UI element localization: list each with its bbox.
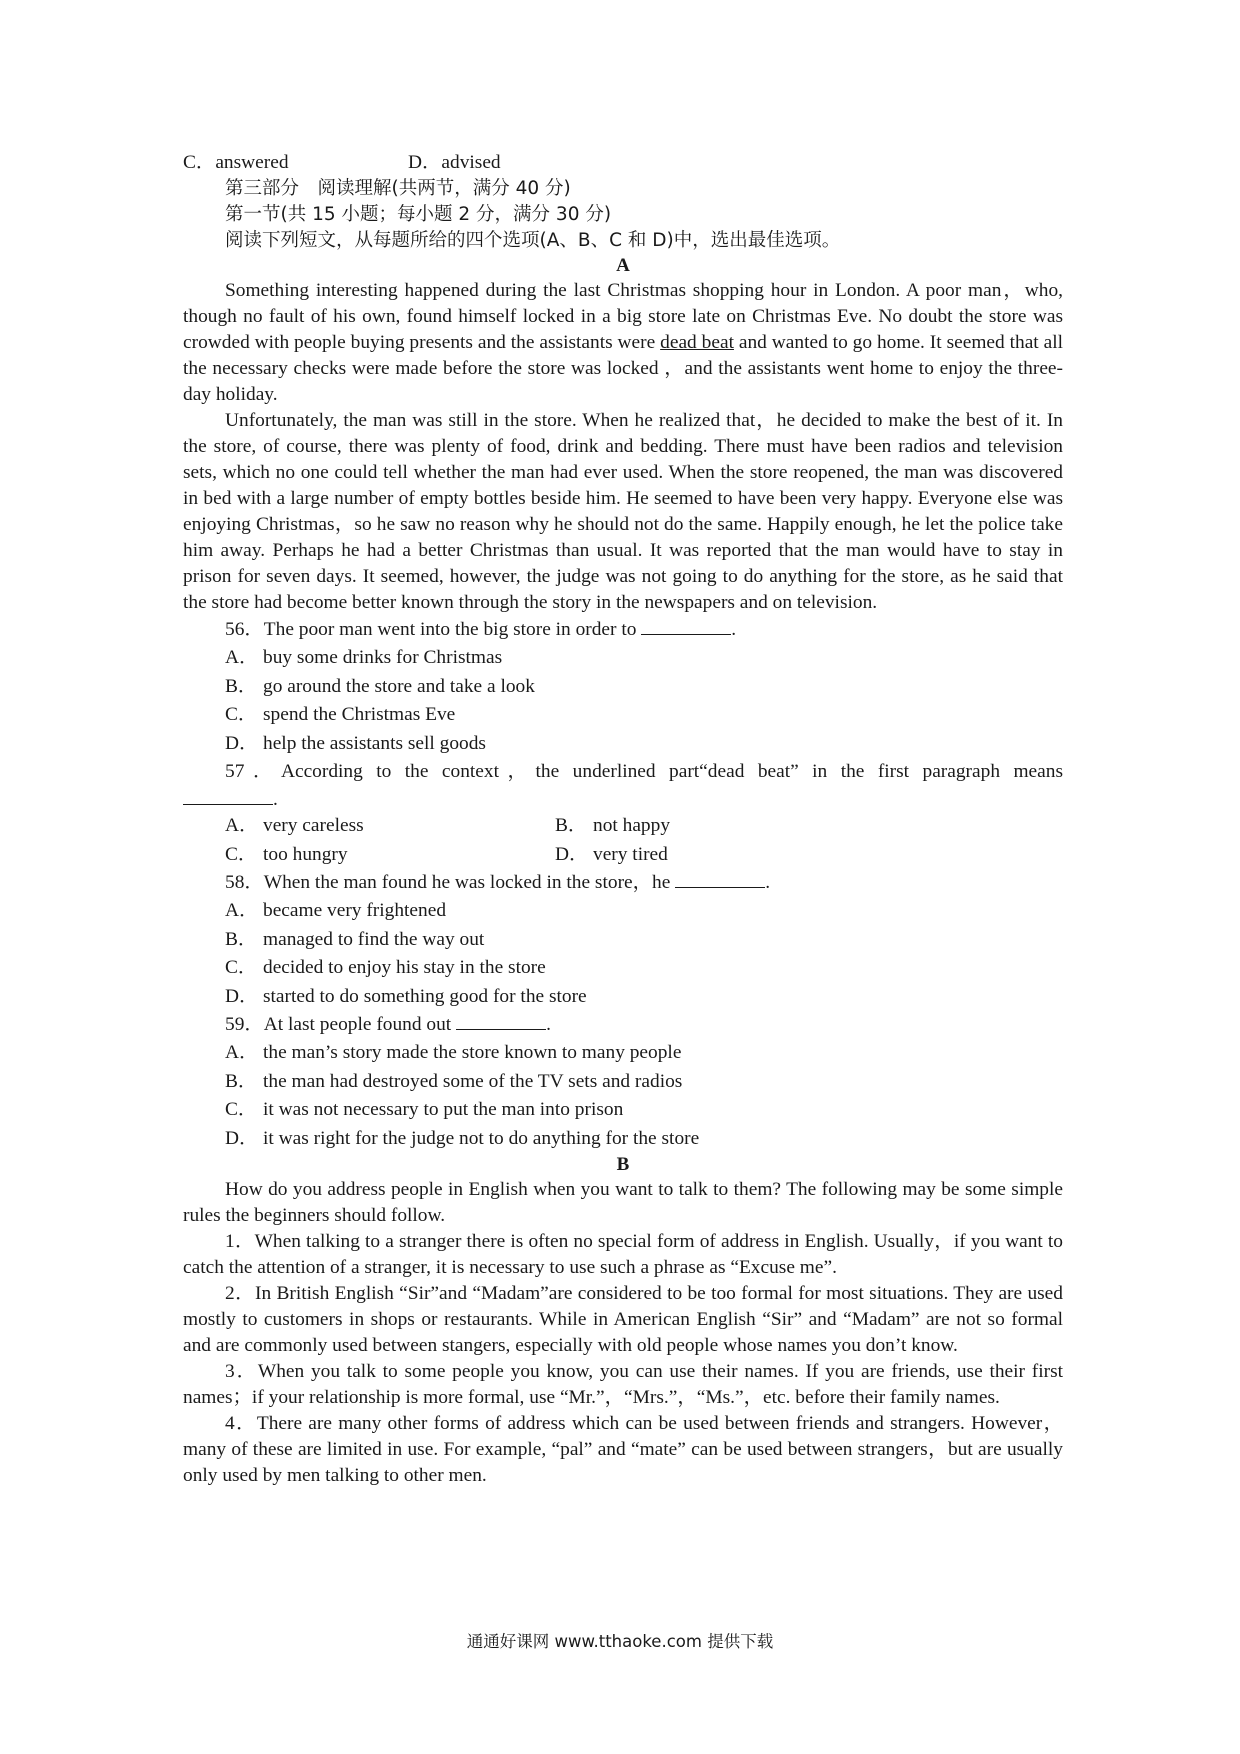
option-text: it was right for the judge not to do anything for the store [263, 1127, 700, 1149]
option-text: buy some drinks for Christmas [263, 647, 503, 668]
option-letter: A． [225, 900, 259, 921]
option-letter: A． [225, 647, 259, 668]
option-letter: C． [225, 1099, 258, 1120]
previous-question-options [183, 150, 1063, 176]
option-letter: D． [555, 843, 589, 865]
passage-a-p1-text: Something interesting happened during the last Christmas shopping hour in London. A poor man，who, though no fault of his own, found himself locked in a big store late on Christmas Eve. No doubt the store was crowded with people buying presents and the assistants were [183, 280, 1063, 353]
option-letter: B． [225, 675, 258, 697]
underlined-phrase: dead beat [660, 332, 734, 353]
option-d [183, 983, 1063, 1012]
question-59 [183, 1011, 1063, 1039]
option-d [183, 730, 1063, 759]
option-text: not happy [593, 815, 671, 836]
passage-b-intro: How do you address people in English when you want to talk to them? The following may be some simple rules the beginners should follow. [183, 1179, 1063, 1226]
option-d: D．advised [408, 152, 501, 173]
option-letter: D． [225, 1127, 259, 1149]
option-letter: B． [225, 928, 258, 950]
option-letter: C． [225, 957, 258, 978]
option-c: C．answered [183, 152, 289, 173]
option-letter: A． [225, 815, 259, 836]
answer-blank [641, 616, 731, 635]
option-text: the man had destroyed some of the TV sets and radios [263, 1070, 683, 1092]
option-b [555, 812, 670, 841]
option-text: decided to enjoy his stay in the store [263, 957, 546, 978]
option-text: spend the Christmas Eve [263, 704, 456, 725]
option-text: help the assistants sell goods [263, 732, 486, 754]
question-end: . [765, 872, 771, 893]
option-a [183, 897, 1063, 926]
question-end: . [731, 619, 737, 640]
passage-a-paragraph-1 [183, 278, 1063, 408]
option-c [183, 954, 1063, 983]
passage-b-label: B [616, 1154, 630, 1175]
rule-1: 1．When talking to a stranger there is often no special form of address in English. Usually，if you want to catch the attention of a stranger, it is necessary to use such a phrase as “Excuse me”. [183, 1231, 1063, 1278]
option-text: very careless [263, 815, 364, 836]
instructions: 阅读下列短文，从每题所给的四个选项(A、B、C 和 D)中，选出最佳选项。 [225, 230, 841, 251]
passage-a-label: A [616, 255, 630, 276]
option-text: too hungry [263, 843, 348, 865]
option-letter: D． [225, 985, 259, 1007]
option-a [183, 1039, 1063, 1068]
option-text: very tired [593, 843, 668, 865]
question-end: . [273, 789, 278, 810]
question-58 [183, 869, 1063, 897]
option-b [183, 926, 1063, 955]
option-letter: C． [225, 704, 258, 725]
option-d [555, 841, 668, 870]
page-content [183, 150, 1063, 1489]
passage-a-p1-text-end: and wanted to go home. It seemed that all the necessary checks were made before the store was locked ，and the assistants went home to enjoy the three-day holiday. [183, 332, 1063, 405]
footer-watermark: 通通好课网 www.tthaoke.com 提供下载 [466, 1632, 774, 1651]
option-a [225, 812, 555, 841]
option-b [183, 673, 1063, 702]
rule-3: 3．When you talk to some people you know, you can use their names. If you are friends, use their first names；if your relationship is more formal, use “Mr.”，“Mrs.”，“Ms.”，etc. before their family names. [183, 1361, 1063, 1408]
option-c [183, 701, 1063, 730]
rule-2: 2．In British English “Sir”and “Madam”are considered to be too formal for most situations. They are used mostly to customers in shops or restaurants. While in American English “Sir” and “Madam” are not so formal and are commonly used between stangers, especially with old people whose names you don’t know. [183, 1283, 1063, 1356]
option-text: started to do something good for the store [263, 985, 587, 1007]
question-57-blank-line [183, 786, 1063, 812]
option-a [183, 644, 1063, 673]
option-b [183, 1068, 1063, 1097]
option-c [225, 841, 555, 870]
answer-blank [675, 869, 765, 888]
question-56 [183, 616, 1063, 644]
question-end: . [546, 1014, 551, 1035]
option-letter: D． [225, 732, 259, 754]
option-text: go around the store and take a look [263, 675, 535, 697]
answer-blank [456, 1011, 546, 1030]
section-1-title: 第一节(共 15 小题；每小题 2 分，满分 30 分) [225, 204, 612, 225]
option-text: the man’s story made the store known to many people [263, 1042, 682, 1063]
option-text: became very frightened [263, 900, 447, 921]
question-stem: 57．According to the context，the underlined part“dead beat” in the first paragraph means [225, 761, 1063, 782]
option-letter: A． [225, 1042, 259, 1063]
option-c [183, 1096, 1063, 1125]
option-text: it was not necessary to put the man into prison [263, 1099, 624, 1120]
question-stem: 56．The poor man went into the big store in order to [225, 619, 637, 640]
option-d [183, 1125, 1063, 1154]
question-57 [183, 758, 1063, 786]
section-3-title: 第三部分 阅读理解(共两节，满分 40 分) [225, 178, 571, 199]
question-stem: 58．When the man found he was locked in the store，he [225, 872, 671, 893]
option-letter: B． [225, 1070, 258, 1092]
rule-4: 4．There are many other forms of address which can be used between friends and strangers. However，many of these are limited in use. For example, “pal” and “mate” can be used between strangers，but are usually only used by men talking to other men. [183, 1413, 1063, 1486]
question-stem: 59．At last people found out [225, 1014, 452, 1035]
option-letter: C． [225, 843, 258, 865]
option-letter: B． [555, 815, 588, 836]
passage-a-paragraph-2: Unfortunately, the man was still in the store. When he realized that，he decided to make the best of it. In the store, of course, there was plenty of food, drink and bedding. There must have been radios and television sets, which no one could tell whether the man had ever used. When the store reopened, the man was discovered in bed with a large number of empty bottles beside him. He seemed to have been very happy. Everyone else was enjoying Christmas，so he saw no reason why he should not do the same. Happily enough, he let the police take him away. Perhaps he had a better Christmas than usual. It was reported that the man would have to stay in prison for seven days. It seemed, however, the judge was not going to do anything for the store, as he said that the store had become better known through the story in the newspapers and on television. [183, 410, 1063, 613]
answer-blank [183, 786, 273, 805]
options-row-2 [183, 841, 1063, 870]
options-row-1 [183, 812, 1063, 841]
option-text: managed to find the way out [263, 928, 485, 950]
